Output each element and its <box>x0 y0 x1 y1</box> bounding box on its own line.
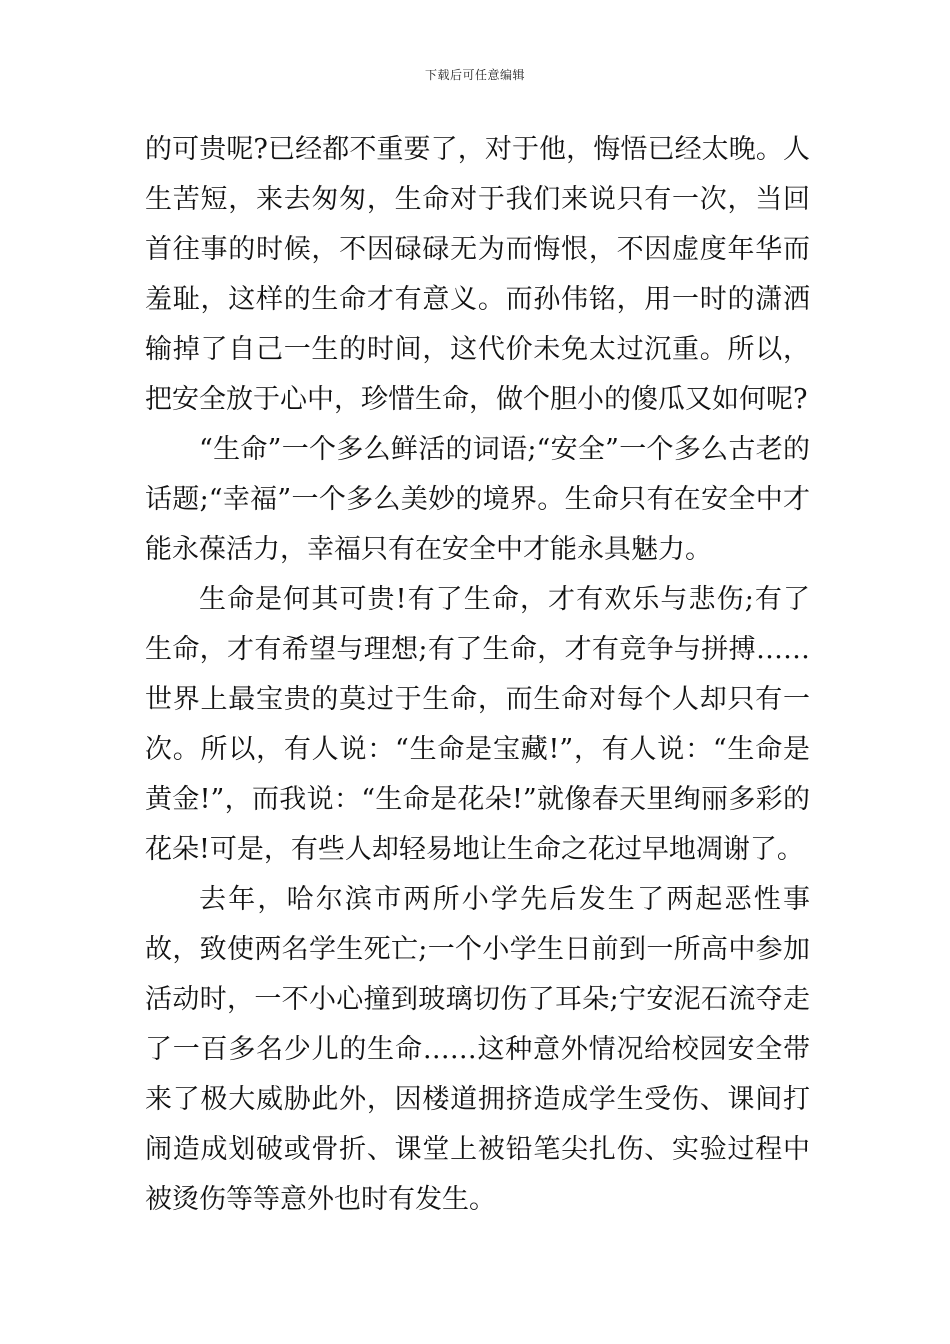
paragraph-4: 去年，哈尔滨市两所小学先后发生了两起恶性事故，致使两名学生死亡;一个小学生日前到一所高中参加活动时，一不小心撞到玻璃切伤了耳朵;宁安泥石流夺走了一百多名少儿的生命……这种意外情况给校园安全带来了极大威胁此外，因楼道拥挤造成学生受伤、课间打闹造成划破或骨折、课堂上被铅笔尖扎伤、实验过程中被烫伤等等意外也时有发生。 <box>145 884 810 1215</box>
paragraph-1: 的可贵呢?已经都不重要了，对于他，悔悟已经太晚。人生苦短，来去匆匆，生命对于我们来说只有一次，当回首往事的时候，不因碌碌无为而悔恨，不因虚度年华而羞耻，这样的生命才有意义。而孙伟铭，用一时的潇洒输掉了自己一生的时间，这代价未免太过沉重。所以，把安全放于心中，珍惜生命，做个胆小的傻瓜又如何呢? <box>145 134 810 415</box>
document-body <box>145 125 810 1225</box>
paragraph-2: “生命”一个多么鲜活的词语;“安全”一个多么古老的话题;“幸福”一个多么美妙的境界。生命只有在安全中才能永葆活力，幸福只有在安全中才能永具魅力。 <box>145 434 810 565</box>
page-header-note: 下载后可任意编辑 <box>424 68 525 82</box>
paragraph-3: 生命是何其可贵!有了生命，才有欢乐与悲伤;有了生命，才有希望与理想;有了生命，才有竞争与拼搏……世界上最宝贵的莫过于生命，而生命对每个人却只有一次。所以，有人说：“生命是宝藏!”，有人说：“生命是黄金!”，而我说：“生命是花朵!”就像春天里绚丽多彩的花朵!可是，有些人却轻易地让生命之花过早地凋谢了。 <box>145 584 810 865</box>
